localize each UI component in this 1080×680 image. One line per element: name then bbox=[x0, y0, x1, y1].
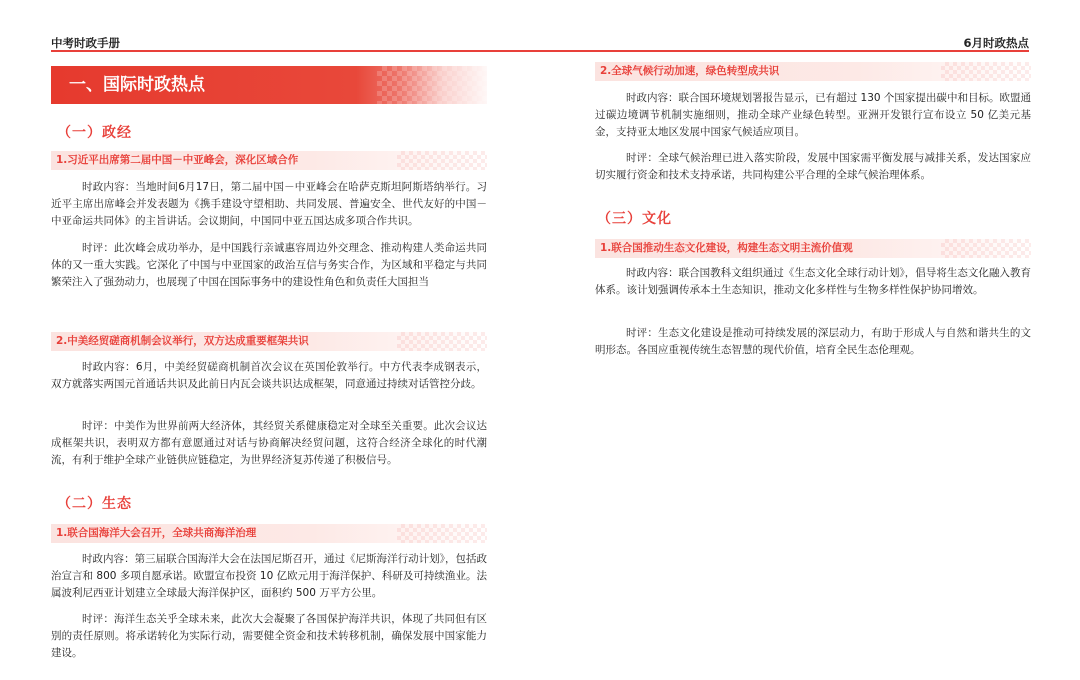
banner-pattern bbox=[377, 66, 487, 104]
topic-title-text: 1.习近平出席第二届中国－中亚峰会，深化区域合作 bbox=[56, 154, 299, 166]
comment-paragraph: 时评：全球气候治理已进入落实阶段，发展中国家需平衡发展与减排关系，发达国家应切实履行资金和技术支持承诺，共同构建公平合理的全球气候治理体系。 bbox=[595, 152, 1031, 181]
topic-title bbox=[595, 239, 1031, 258]
topic-title-text: 2.全球气候行动加速，绿色转型成共识 bbox=[600, 65, 780, 77]
content-paragraph: 时政内容：联合国教科文组织通过《生态文化全球行动计划》，倡导将生态文化融入教育体系。该计划强调传承本土生态知识，推动文化多样性与生物多样性保护协同增效。 bbox=[595, 267, 1031, 296]
content-paragraph: 时政内容：第三届联合国海洋大会在法国尼斯召开，通过《尼斯海洋行动计划》，包括政治宣言和 800 多项自愿承诺。欧盟宣布投资 10 亿欧元用于海洋保护、科研及可持续渔业。法属波利尼西亚计划建立全球最大海洋保护区，面积约 500 万平方公里。 bbox=[51, 553, 487, 599]
topic-title bbox=[595, 62, 1031, 81]
topic-title-text: 1.联合国推动生态文化建设，构建生态文明主流价值观 bbox=[600, 242, 853, 254]
topic-title bbox=[51, 151, 487, 170]
topic-pattern bbox=[941, 62, 1031, 81]
topic-pattern bbox=[397, 151, 487, 170]
section-title-politics: （一）政经 bbox=[57, 125, 132, 141]
month-title: 6月时政热点 bbox=[963, 36, 1029, 50]
handbook-title: 中考时政手册 bbox=[51, 36, 120, 50]
comment-paragraph: 时评：中美作为世界前两大经济体，其经贸关系健康稳定对全球至关重要。此次会议达成框架共识，表明双方都有意愿通过对话与协商解决经贸问题，这符合经济全球化的时代潮流，有利于维护全球产业链供应链稳定，为世界经济复苏传递了积极信号。 bbox=[51, 420, 487, 466]
topic-pattern bbox=[397, 524, 487, 543]
topic-title-text: 1.联合国海洋大会召开，全球共商海洋治理 bbox=[56, 527, 257, 539]
header-divider bbox=[51, 50, 1029, 52]
content-paragraph: 时政内容：当地时间6月17日，第二届中国－中亚峰会在哈萨克斯坦阿斯塔纳举行。习近平主席出席峰会并发表题为《携手建设守望相助、共同发展、普遍安全、世代友好的中国－中亚命运共同体》的主旨讲话。会议期间，中国同中亚五国达成多项合作共识。 bbox=[51, 181, 487, 227]
chapter-banner bbox=[51, 66, 487, 104]
topic-pattern bbox=[941, 239, 1031, 258]
comment-paragraph: 时评：生态文化建设是推动可持续发展的深层动力，有助于形成人与自然和谐共生的文明形态。各国应重视传统生态智慧的现代价值，培育全民生态伦理观。 bbox=[595, 327, 1031, 356]
topic-title bbox=[51, 524, 487, 543]
topic-pattern bbox=[397, 332, 487, 351]
comment-paragraph: 时评：海洋生态关乎全球未来，此次大会凝聚了各国保护海洋共识，体现了共同但有区别的责任原则。将承诺转化为实际行动，需要健全资金和技术转移机制，确保发展中国家能力建设。 bbox=[51, 613, 487, 659]
section-title-ecology: （二）生态 bbox=[57, 496, 132, 512]
content-paragraph: 时政内容：6月，中美经贸磋商机制首次会议在英国伦敦举行。中方代表李成钢表示，双方就落实两国元首通话共识及此前日内瓦会谈共识达成框架，同意通过持续对话管控分歧。 bbox=[51, 361, 487, 390]
comment-paragraph: 时评：此次峰会成功举办，是中国践行亲诚惠容周边外交理念、推动构建人类命运共同体的又一重大实践。它深化了中国与中亚国家的政治互信与务实合作，为区域和平稳定与共同繁荣注入了强劲动力，也展现了中国在国际事务中的建设性角色和负责任大国担当 bbox=[51, 242, 487, 288]
section-title-culture: （三）文化 bbox=[597, 211, 672, 227]
content-paragraph: 时政内容：联合国环境规划署报告显示，已有超过 130 个国家提出碳中和目标。欧盟通过碳边境调节机制实施细则，推动全球产业绿色转型。亚洲开发银行宣布设立 50 亿美元基金，支持亚太地区发展中国家气候适应项目。 bbox=[595, 92, 1031, 138]
chapter-title: 一、国际时政热点 bbox=[69, 75, 205, 95]
topic-title-text: 2.中美经贸磋商机制会议举行，双方达成重要框架共识 bbox=[56, 335, 309, 347]
topic-title bbox=[51, 332, 487, 351]
